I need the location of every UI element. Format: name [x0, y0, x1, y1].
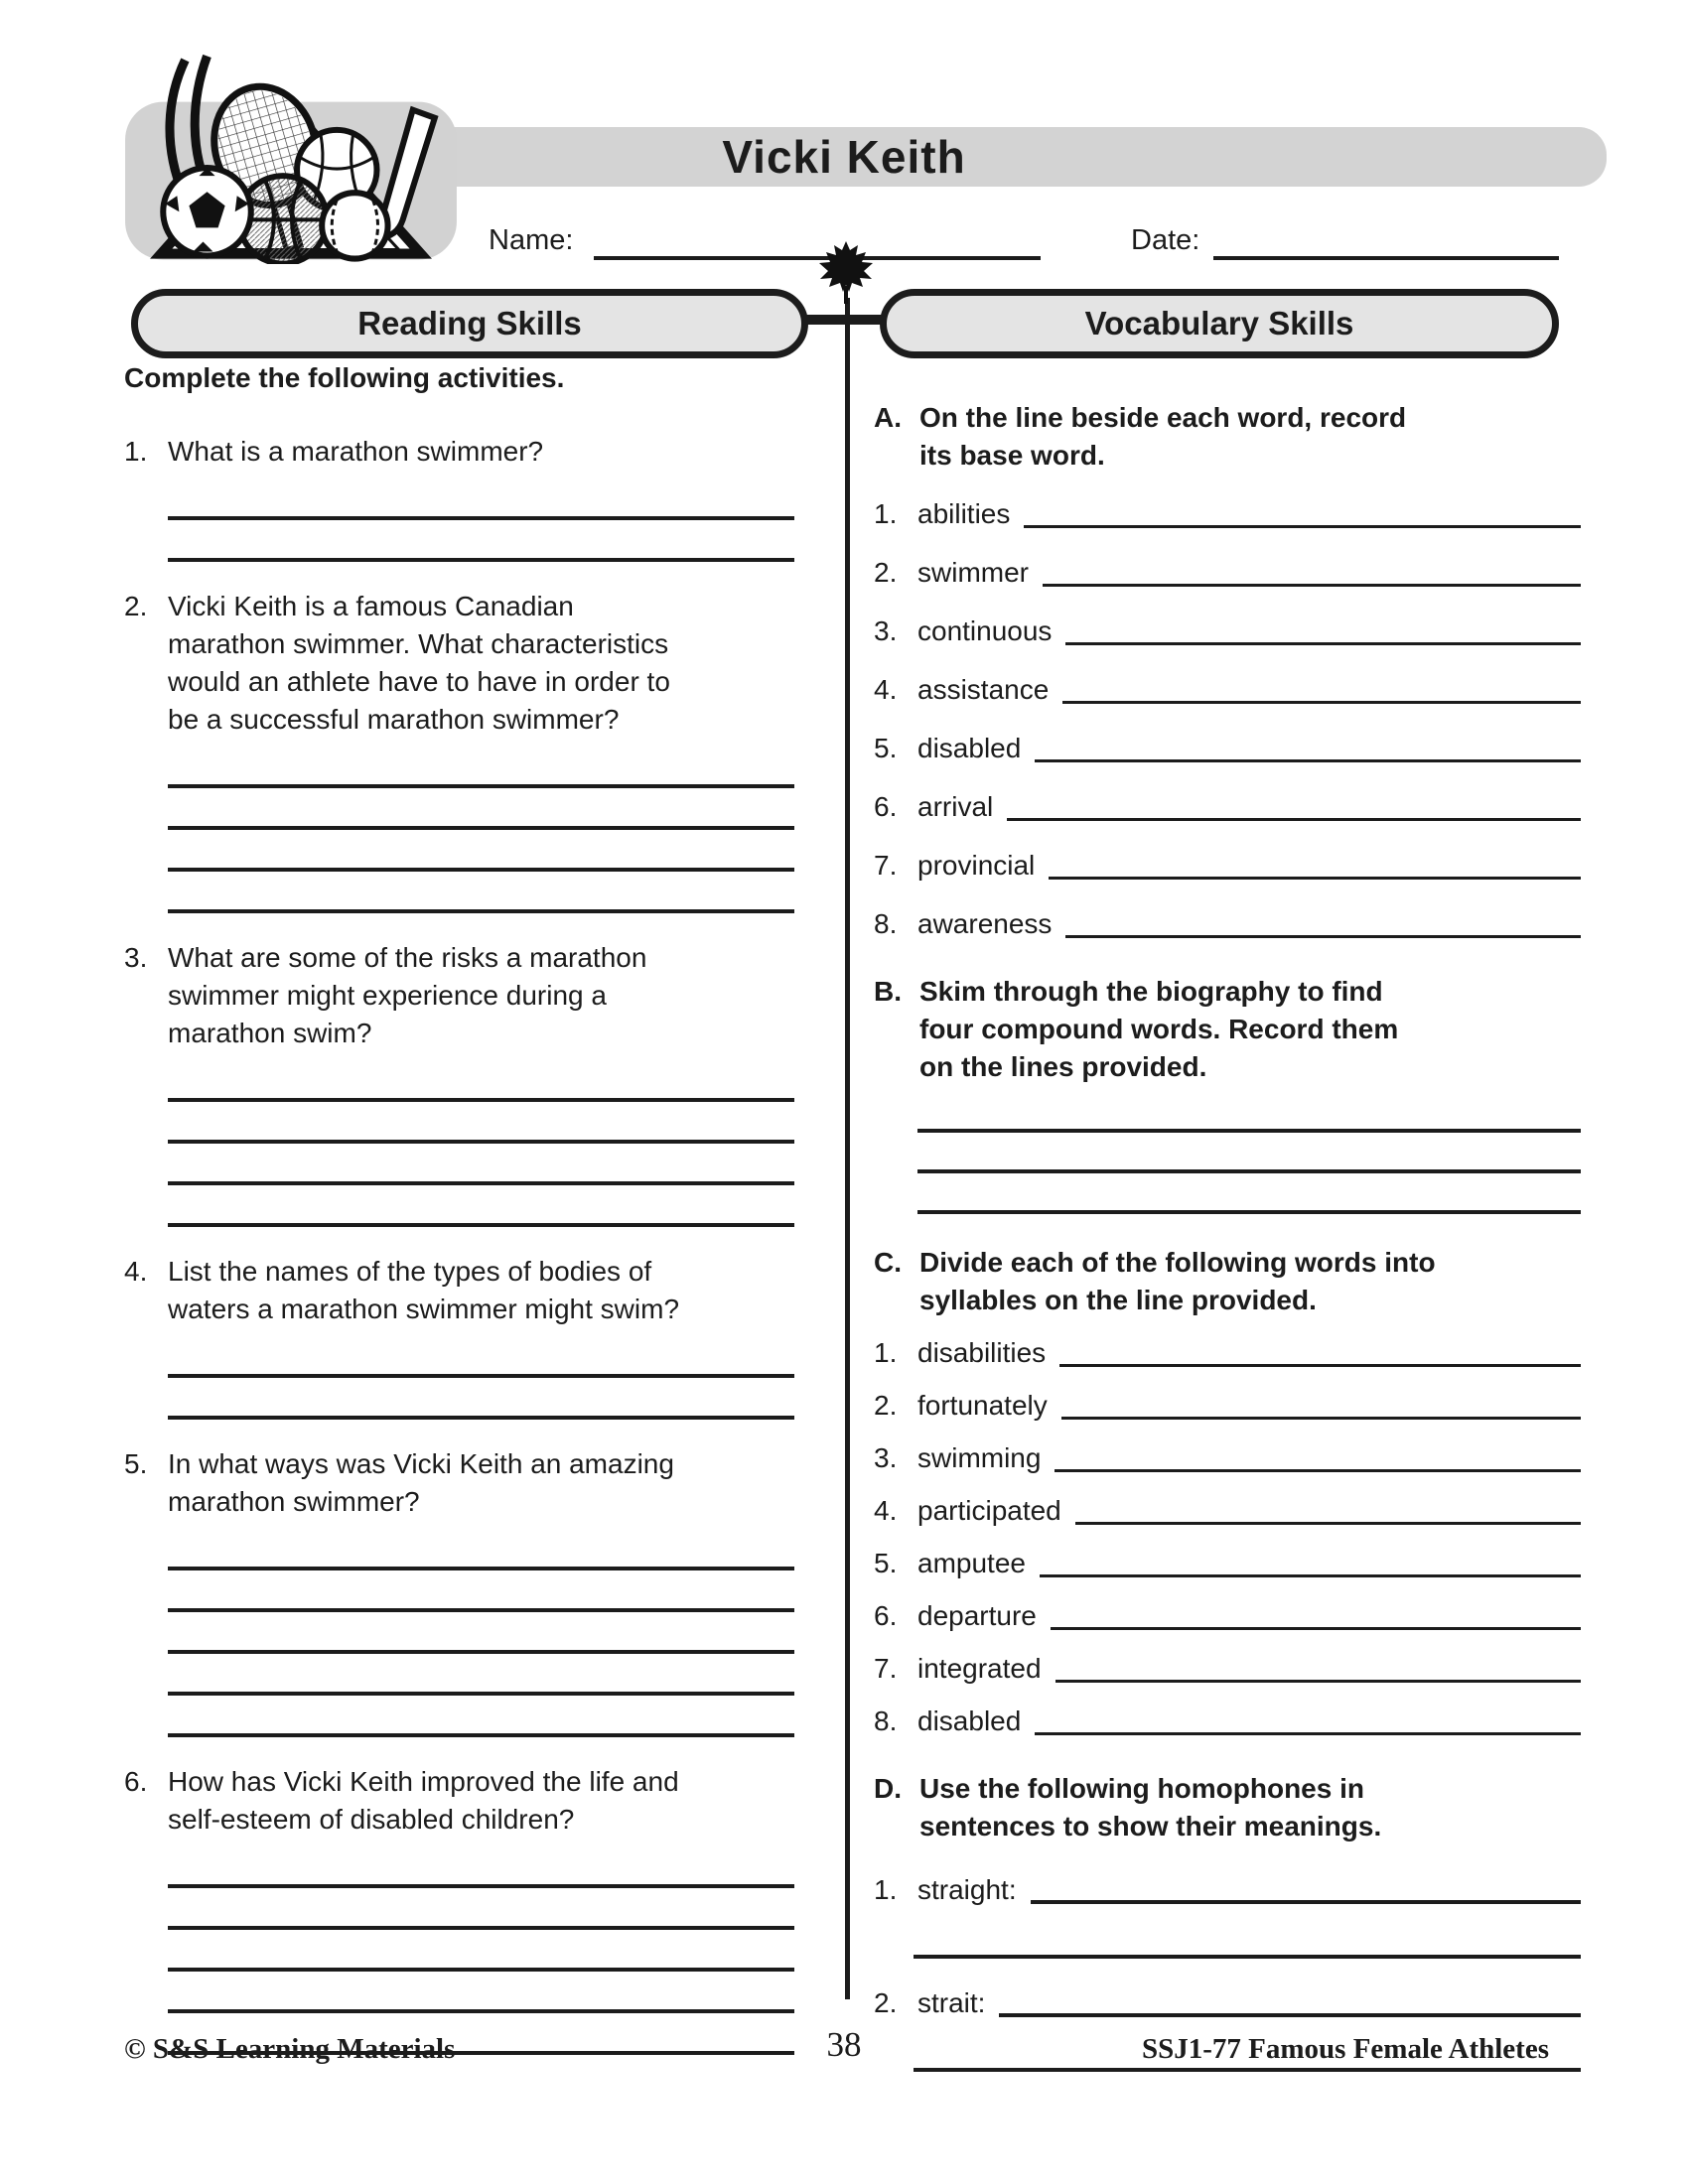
item-number: 8.	[874, 1706, 898, 1736]
item-number: 2.	[874, 557, 898, 588]
page-title: Vicki Keith	[722, 131, 966, 183]
vocabulary-skills-title: Vocabulary Skills	[1084, 305, 1354, 341]
vocab-item	[874, 1547, 1581, 1582]
product-code-text: SSJ1-77 Famous Female Athletes	[1142, 2033, 1549, 2065]
vocab-item	[874, 495, 1581, 533]
answer-line[interactable]	[168, 1102, 794, 1144]
answer-line[interactable]	[168, 1612, 794, 1654]
vocab-item	[874, 1599, 1581, 1635]
answer-line[interactable]	[1062, 701, 1581, 704]
vocab-item	[874, 1705, 1581, 1740]
item-number: 5.	[874, 733, 898, 763]
answer-line[interactable]	[1051, 1627, 1581, 1630]
vocab-item	[874, 1494, 1581, 1530]
answer-line[interactable]	[168, 872, 794, 913]
item-number: 8.	[874, 908, 898, 939]
question-text: What are some of the risks a marathon swimmer might experience during a marathon swim?	[168, 942, 647, 1048]
item-word: swimming	[917, 1442, 1042, 1473]
item-word: continuous	[917, 615, 1053, 646]
answer-line[interactable]	[168, 1846, 794, 1888]
item-number: 6.	[874, 1600, 898, 1631]
answer-line[interactable]	[1035, 1732, 1581, 1735]
question-number: 3.	[124, 942, 148, 973]
item-number: 6.	[874, 791, 898, 822]
answer-line[interactable]	[914, 1909, 1581, 1959]
reading-intro: Complete the following activities.	[124, 362, 565, 393]
reading-question	[124, 433, 794, 562]
item-number: 2.	[874, 1390, 898, 1421]
answer-line[interactable]	[168, 1696, 794, 1737]
item-number: 7.	[874, 850, 898, 881]
item-word: arrival	[917, 791, 994, 822]
vocab-item	[874, 671, 1581, 709]
answer-line[interactable]	[1061, 1417, 1581, 1420]
reading-question	[124, 1763, 794, 2055]
reading-question	[124, 1445, 794, 1737]
question-text: Vicki Keith is a famous Canadian marathon swimmer. What characteristics would an athlete have to have in order to be a successful marathon swimmer?	[168, 591, 670, 735]
item-number: 5.	[874, 1548, 898, 1578]
vocab-section-b	[874, 973, 1581, 1214]
item-word: integrated	[917, 1653, 1042, 1684]
reading-question	[124, 1253, 794, 1420]
section-heading: Skim through the biography to find four compound words. Record them on the lines provided.	[919, 976, 1399, 1082]
answer-line[interactable]	[1024, 525, 1581, 528]
section-letter: C.	[874, 1247, 902, 1278]
answer-line[interactable]	[1065, 935, 1581, 938]
answer-line[interactable]	[999, 2013, 1581, 2017]
item-word: fortunately	[917, 1390, 1048, 1421]
answer-line[interactable]	[168, 747, 794, 788]
answer-line[interactable]	[917, 1092, 1581, 1133]
question-text: How has Vicki Keith improved the life and self-esteem of disabled children?	[168, 1766, 679, 1835]
vocab-item	[874, 1441, 1581, 1477]
vocab-section-a	[874, 399, 1581, 943]
answer-line[interactable]	[1075, 1522, 1581, 1525]
page-number: 38	[826, 2025, 862, 2064]
reading-skills-title: Reading Skills	[357, 305, 582, 341]
section-letter: B.	[874, 976, 902, 1007]
answer-line[interactable]	[168, 1972, 794, 2013]
vocab-item	[874, 1336, 1581, 1372]
answer-line[interactable]	[168, 1185, 794, 1227]
item-word: abilities	[917, 498, 1011, 529]
item-number: 1.	[874, 498, 898, 529]
reading-question	[124, 939, 794, 1227]
section-letter: A.	[874, 402, 902, 433]
answer-line[interactable]	[168, 520, 794, 562]
vocab-item	[874, 554, 1581, 592]
answer-line[interactable]	[1007, 818, 1581, 821]
question-number: 5.	[124, 1448, 148, 1479]
answer-line[interactable]	[917, 1173, 1581, 1214]
section-letter: D.	[874, 1773, 902, 1804]
answer-line[interactable]	[1049, 877, 1581, 880]
reading-skills-column	[124, 359, 794, 2081]
vocabulary-skills-header	[880, 289, 1559, 358]
item-word: disabilities	[917, 1337, 1047, 1368]
reading-skills-header	[131, 289, 808, 358]
item-number: 4.	[874, 674, 898, 705]
item-number: 4.	[874, 1495, 898, 1526]
answer-line[interactable]	[168, 1060, 794, 1102]
answer-line[interactable]	[168, 1570, 794, 1612]
answer-line[interactable]	[1065, 642, 1581, 645]
section-heading: Divide each of the following words into syllables on the line provided.	[919, 1247, 1436, 1315]
answer-line[interactable]	[1040, 1574, 1581, 1577]
item-number: 3.	[874, 1442, 898, 1473]
sports-collage-icon	[115, 54, 465, 264]
item-number: 7.	[874, 1653, 898, 1684]
soccer-ball-icon	[163, 168, 251, 256]
answer-line[interactable]	[168, 1378, 794, 1420]
question-number: 6.	[124, 1766, 148, 1797]
item-number: 2.	[874, 1987, 898, 2018]
item-word: participated	[917, 1495, 1061, 1526]
item-word: amputee	[917, 1548, 1026, 1578]
vocab-item	[874, 847, 1581, 885]
answer-line[interactable]	[168, 830, 794, 872]
date-input-line[interactable]	[1213, 256, 1559, 260]
copyright-text: © S&S Learning Materials	[124, 2033, 456, 2065]
answer-line[interactable]	[917, 1133, 1581, 1173]
answer-line[interactable]	[168, 1144, 794, 1185]
answer-line[interactable]	[1035, 759, 1581, 762]
item-word: strait:	[917, 1987, 986, 2018]
maple-leaf-icon	[816, 240, 876, 304]
item-word: disabled	[917, 1706, 1022, 1736]
answer-line[interactable]	[168, 1654, 794, 1696]
answer-line[interactable]	[168, 1930, 794, 1972]
vocab-item	[874, 613, 1581, 650]
question-text: List the names of the types of bodies of waters a marathon swimmer might swim?	[168, 1256, 680, 1324]
answer-line[interactable]	[168, 788, 794, 830]
item-word: awareness	[917, 908, 1053, 939]
answer-line[interactable]	[168, 1529, 794, 1570]
vocab-item	[874, 1869, 1581, 1959]
item-number: 1.	[874, 1337, 898, 1368]
vocab-item	[874, 1389, 1581, 1425]
answer-line[interactable]	[1055, 1469, 1581, 1472]
question-number: 2.	[124, 591, 148, 621]
item-word: disabled	[917, 733, 1022, 763]
answer-line[interactable]	[168, 1888, 794, 1930]
item-number: 1.	[874, 1874, 898, 1905]
question-number: 1.	[124, 436, 148, 467]
vocab-section-c	[874, 1244, 1581, 1740]
vocab-item	[874, 1652, 1581, 1688]
question-text: In what ways was Vicki Keith an amazing marathon swimmer?	[168, 1448, 674, 1517]
answer-line[interactable]	[1043, 584, 1581, 587]
reading-question	[124, 588, 794, 913]
answer-line[interactable]	[168, 1336, 794, 1378]
question-text: What is a marathon swimmer?	[168, 436, 544, 467]
section-heading: Use the following homophones in sentences to show their meanings.	[919, 1773, 1382, 1842]
baseball-icon	[322, 193, 387, 258]
vocab-item	[874, 788, 1581, 826]
answer-line[interactable]	[1055, 1680, 1581, 1683]
answer-line[interactable]	[1031, 1900, 1581, 1904]
vocab-item	[874, 730, 1581, 767]
question-number: 4.	[124, 1256, 148, 1287]
item-word: swimmer	[917, 557, 1029, 588]
vocab-item	[874, 905, 1581, 943]
item-number: 3.	[874, 615, 898, 646]
item-word: provincial	[917, 850, 1036, 881]
answer-line[interactable]	[168, 478, 794, 520]
name-label: Name:	[489, 224, 574, 256]
item-word: departure	[917, 1600, 1037, 1631]
answer-line[interactable]	[1059, 1364, 1581, 1367]
column-divider	[845, 298, 850, 1999]
vocabulary-skills-column	[874, 369, 1581, 2072]
date-label: Date:	[1131, 224, 1200, 256]
item-word: assistance	[917, 674, 1050, 705]
section-heading: On the line beside each word, record its base word.	[919, 402, 1407, 471]
item-word: straight:	[917, 1874, 1017, 1905]
